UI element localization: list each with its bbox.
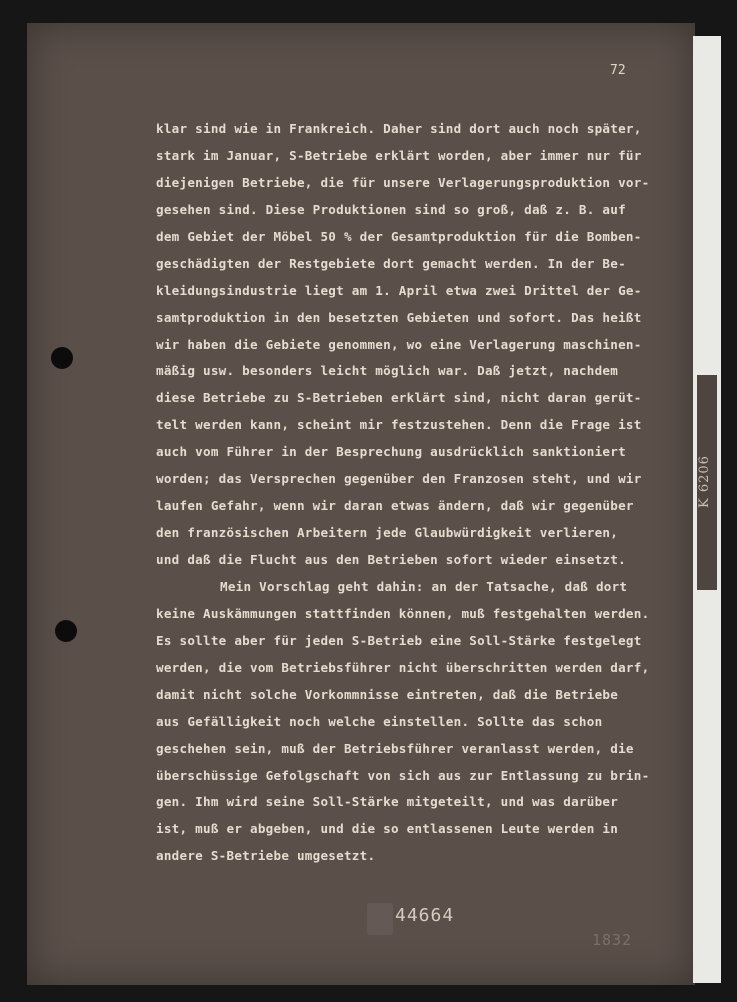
text-line: samtproduktion in den besetzten Gebieten und sofort. Das heißt (156, 309, 642, 325)
text-line: aus Gefälligkeit noch welche einstellen. Sollte das schon (156, 713, 603, 729)
text-line: damit nicht solche Vorkommnisse eintreten, daß die Betriebe (156, 686, 619, 702)
text-line: gen. Ihm wird seine Soll-Stärke mitgeteilt, und was darüber (156, 794, 619, 810)
text-line: telt werden kann, scheint mir festzustehen. Denn die Frage ist (156, 417, 642, 433)
text-line: keine Auskämmungen stattfinden können, muß festgehalten werden. (156, 605, 650, 621)
text-line: werden, die vom Betriebsführer nicht überschritten werden darf, (156, 659, 650, 675)
document-number: 44664 (395, 905, 455, 926)
text-line: und daß die Flucht aus den Betrieben sofort wieder einsetzt. (156, 552, 626, 567)
text-line: überschüssige Gefolgschaft von sich aus zur Entlassung zu brin- (156, 767, 650, 783)
text-line: worden; das Versprechen gegenüber den Franzosen steht, und wir (156, 471, 642, 487)
stamp-number: 1832 (592, 931, 633, 949)
stamp-smudge (367, 903, 393, 935)
text-line: Mein Vorschlag geht dahin: an der Tatsache, daß dort (220, 578, 628, 594)
text-line: geschehen sein, muß der Betriebsführer veranlasst werden, die (156, 740, 634, 756)
text-line: mäßig usw. besonders leicht möglich war. Daß jetzt, nachdem (156, 363, 619, 379)
text-line: dem Gebiet der Möbel 50 % der Gesamtproduktion für die Bomben- (156, 228, 642, 244)
punch-hole-top (51, 347, 73, 369)
text-line: ist, muß er abgeben, und die so entlassenen Leute werden in (156, 821, 619, 837)
page-number: 72 (610, 63, 626, 78)
punch-hole-bottom (55, 620, 77, 642)
text-line: auch vom Führer in der Besprechung ausdrücklich sanktioniert (156, 444, 626, 460)
text-line: diese Betriebe zu S-Betrieben erklärt sind, nicht daran gerüt- (156, 390, 642, 406)
text-line: Es sollte aber für jeden S-Betrieb eine Soll-Stärke festgelegt (156, 632, 642, 648)
text-line: kleidungsindustrie liegt am 1. April etwa zwei Drittel der Ge- (156, 282, 642, 298)
text-line: den französischen Arbeitern jede Glaubwürdigkeit verlieren, (156, 525, 619, 541)
body-text (156, 116, 676, 870)
text-line: gesehen sind. Diese Produktionen sind so groß, daß z. B. auf (156, 201, 626, 217)
text-line: stark im Januar, S-Betriebe erklärt worden, aber immer nur für (156, 147, 642, 163)
text-line: geschädigten der Restgebiete dort gemacht werden. In der Be- (156, 255, 626, 271)
text-line: wir haben die Gebiete genommen, wo eine Verlagerung maschinen- (156, 336, 642, 352)
text-line: laufen Gefahr, wenn wir daran etwas ändern, daß wir gegenüber (156, 498, 634, 514)
side-note: K 6206 (697, 455, 712, 509)
text-line: diejenigen Betriebe, die für unsere Verlagerungsproduktion vor- (156, 174, 650, 190)
text-line: klar sind wie in Frankreich. Daher sind dort auch noch später, (156, 121, 642, 136)
text-line: andere S-Betriebe umgesetzt. (156, 848, 376, 864)
